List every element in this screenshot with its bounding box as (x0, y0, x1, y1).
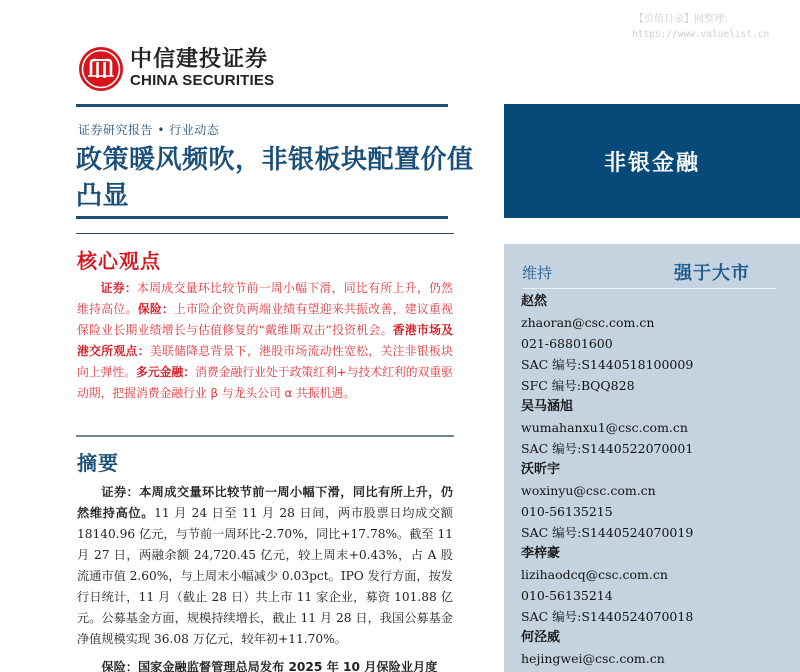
company-logo (78, 46, 274, 92)
logo-chinese-name: 中信建投证券 (130, 47, 269, 72)
analyst-list (521, 291, 791, 669)
analyst-name: 何泾威 (521, 630, 561, 645)
divider (76, 233, 454, 234)
abstract-lead: 证券：本周成交量环比较节前一周小幅下滑，同比有所上升，仍然维持高位。 (77, 485, 453, 520)
title-underline (76, 216, 448, 219)
analyst-sac-id: SAC 编号:S1440522070001 (521, 441, 694, 456)
rating-action: 维持 (522, 264, 553, 282)
divider (76, 104, 448, 107)
analyst-sidebar (504, 244, 800, 672)
analyst-sac-id: SAC 编号:S1440524070019 (521, 525, 694, 540)
core-segment-label: 证券： (100, 281, 138, 295)
watermark-line-2: https://www.valuelist.cn (632, 29, 770, 40)
core-segment-label: 多元金融： (136, 365, 196, 379)
analyst-email[interactable]: zhaoran@csc.com.cn (521, 315, 655, 330)
analyst-sfc-id: SFC 编号:BQQ828 (521, 378, 635, 393)
abstract-heading: 摘要 (77, 451, 119, 475)
core-segment-text: 上市险企资负两端业绩有望迎来共振改善，建议重视保险业长期业绩增长与估值修复的“戴维斯双击”投资机会。 (77, 302, 453, 337)
abstract-body: 11 月 24 日至 11 月 28 日间，两市股票日均成交额 18140.96 亿元，与节前一周环比-2.70%，同比+17.78%。截至 11 月 27 日，两融余额 24,720.45 亿元，较上周末+0.43%，占 A 股流通市值 2.60%，与上周末小幅减少 0.03pct。IPO 发行方面，按发行日统计，11 月（截止 28 日）共上市 11 家企业，募资 101.88 亿元。公募基金方面，规模持续增长，截止 11 月 28 日，我国公募基金净值规模实现 36.08 万亿元，较年初+11.70%。 (77, 506, 453, 646)
analyst-name: 李梓豪 (521, 546, 561, 561)
core-segment-text: 消费金融行业处于政策红利+与技术红利的双重驱动期，把握消费金融行业 β 与龙头公司 α 共振机遇。 (77, 365, 453, 400)
analyst-name: 赵然 (521, 294, 548, 309)
core-segment-label: 香港市场及港交所观点： (77, 323, 453, 358)
logo-english-name: CHINA SECURITIES (130, 72, 275, 89)
analyst-sac-id: SAC 编号:S1440518100009 (521, 357, 694, 372)
core-segment-text: 美联储降息背景下，港股市场流动性宽松，关注非银板块向上弹性。 (77, 344, 453, 379)
core-segment-label: 保险： (137, 302, 175, 316)
abstract-lead: 保险：国家金融监督管理总局发布 2025 年 10 月保险业月度 (101, 660, 438, 672)
analyst-name: 吴马涵旭 (521, 399, 574, 414)
analyst-name: 沃昕宇 (521, 462, 561, 477)
analyst-phone: 010-56135214 (521, 588, 613, 603)
analyst-email[interactable]: wumahanxu1@csc.com.cn (521, 420, 688, 435)
core-segment-text: 本周成交量环比较节前一周小幅下滑，同比有所上升，仍然维持高位。 (77, 281, 453, 316)
divider (522, 288, 776, 289)
sector-label: 非银金融 (603, 150, 700, 176)
analyst-email[interactable]: hejingwei@csc.com.cn (521, 651, 665, 666)
rating-value: 强于大市 (674, 263, 750, 284)
abstract-paragraph-securities (77, 482, 453, 650)
core-views-heading: 核心观点 (77, 249, 161, 273)
sector-banner (504, 104, 800, 218)
analyst-phone: 010-56135215 (521, 504, 613, 519)
analyst-phone: 021-68801600 (521, 336, 613, 351)
watermark (632, 12, 800, 42)
analyst-sac-id: SAC 编号:S1440524070018 (521, 609, 694, 624)
rating-row (522, 258, 780, 288)
citic-logo-icon (78, 46, 124, 92)
divider (76, 435, 454, 437)
report-title: 政策暖风频吹，非银板块配置价值凸显 (76, 145, 474, 211)
analyst-email[interactable]: lizihaodcq@csc.com.cn (521, 567, 668, 582)
analyst-email[interactable]: woxinyu@csc.com.cn (521, 483, 656, 498)
watermark-line-1: 【价值目录】网整理： (634, 14, 734, 25)
report-type: 证券研究报告 • 行业动态 (78, 123, 220, 137)
core-views-paragraph (77, 278, 453, 404)
abstract-paragraph-insurance (77, 657, 453, 672)
